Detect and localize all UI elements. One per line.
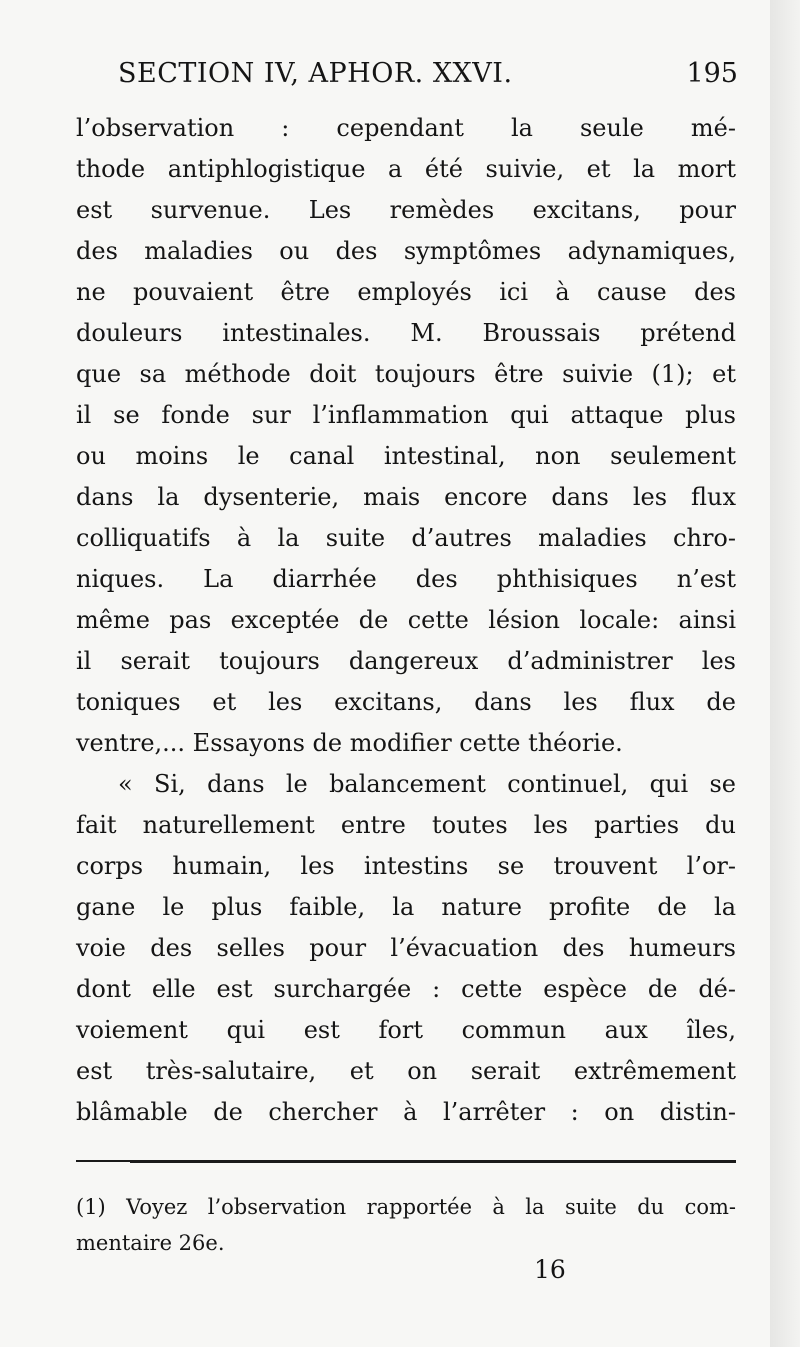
- body-line: gane le plus faible, la nature profite de la: [76, 893, 736, 921]
- body-line: est survenue. Les remèdes excitans, pour: [76, 196, 736, 224]
- body-line: il serait toujours dangereux d’administrer les: [76, 647, 736, 675]
- body-line: colliquatifs à la suite d’autres maladies chro-: [76, 524, 736, 552]
- footnote-rule: [130, 1160, 736, 1163]
- body-line: fait naturellement entre toutes les parties du: [76, 811, 736, 839]
- body-line: « Si, dans le balancement continuel, qui se: [118, 770, 736, 798]
- body-line: dont elle est surchargée : cette espèce de dé-: [76, 975, 736, 1003]
- body-line: corps humain, les intestins se trouvent l’or-: [76, 852, 736, 880]
- body-line: est très-salutaire, et on serait extrêmement: [76, 1057, 736, 1085]
- body-line: blâmable de chercher à l’arrêter : on distin-: [76, 1098, 736, 1126]
- body-text: [76, 108, 736, 1133]
- body-line: des maladies ou des symptômes adynamiques,: [76, 237, 736, 265]
- body-line: même pas exceptée de cette lésion locale: ainsi: [76, 606, 736, 634]
- body-line: thode antiphlogistique a été suivie, et la mort: [76, 155, 736, 183]
- body-line: voie des selles pour l’évacuation des humeurs: [76, 934, 736, 962]
- body-line: toniques et les excitans, dans les flux de: [76, 688, 736, 716]
- body-line: que sa méthode doit toujours être suivie (1); et: [76, 360, 736, 388]
- body-line: ventre,... Essayons de modifier cette théorie.: [76, 729, 623, 757]
- running-header: [118, 58, 738, 92]
- body-line: l’observation : cependant la seule mé-: [76, 114, 736, 142]
- signature-mark: 16: [534, 1255, 566, 1284]
- page-number: 195: [686, 58, 738, 89]
- footnote: [76, 1189, 736, 1261]
- body-line: niques. La diarrhée des phthisiques n’est: [76, 565, 736, 593]
- body-line: dans la dysenterie, mais encore dans les flux: [76, 483, 736, 511]
- body-line: il se fonde sur l’inflammation qui attaque plus: [76, 401, 736, 429]
- body-line: ou moins le canal intestinal, non seulement: [76, 442, 736, 470]
- body-line: ne pouvaient être employés ici à cause des: [76, 278, 736, 306]
- page-edge: [770, 0, 800, 1347]
- footnote-line: (1) Voyez l’observation rapportée à la suite du com-: [76, 1195, 736, 1219]
- body-line: voiement qui est fort commun aux îles,: [76, 1016, 736, 1044]
- footnote-line: mentaire 26e.: [76, 1231, 225, 1255]
- body-line: douleurs intestinales. M. Broussais prétend: [76, 319, 736, 347]
- header-title: SECTION IV, APHOR. XXVI.: [118, 58, 513, 89]
